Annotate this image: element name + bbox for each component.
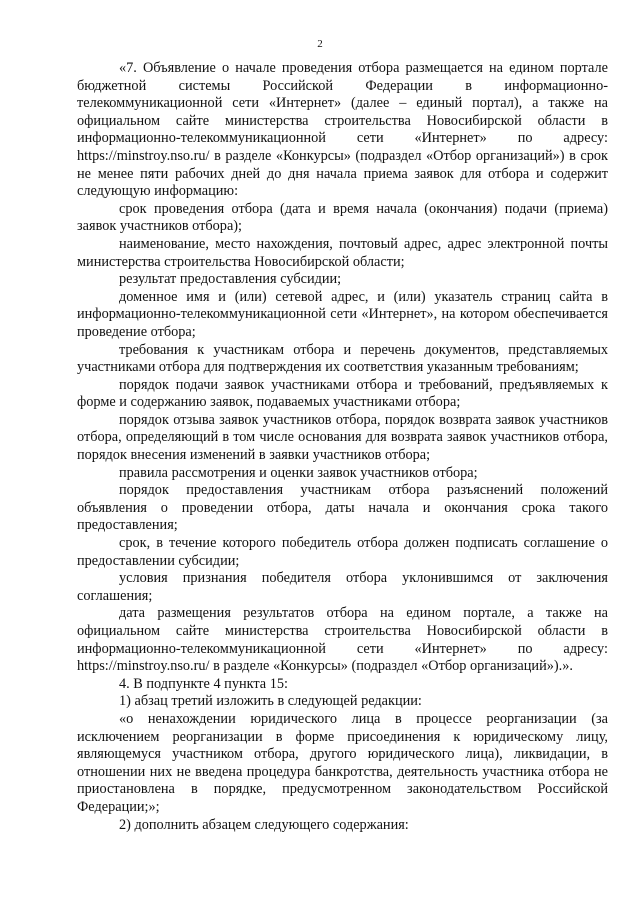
paragraph-ministry-address: наименование, место нахождения, почтовый адрес, адрес электронной почты министерства строительства Новосибирской области; [77,235,608,270]
paragraph-selection-period: срок проведения отбора (дата и время начала (окончания) подачи (приема) заявок участников отбора); [77,200,608,235]
paragraph-participant-requirements: требования к участникам отбора и перечень документов, представляемых участниками отбора для подтверждения их соответствия указанным требованиям; [77,341,608,376]
paragraph-item-4: 4. В подпункте 4 пункта 15: [119,675,288,692]
paragraph-clarification-procedure: порядок предоставления участникам отбора разъяснений положений объявления о проведении отбора, даты начала и окончания срока такого предоставления; [77,482,608,534]
paragraph-results-publication: дата размещения результатов отбора на едином портале, а также на официальном сайте министерства строительства Новосибирской области в информационно-телекоммуникационной сети «Интернет» по адресу: https://minstroy.nso.ru/ в разделе «Конкурсы» (подраздел «Отбор организаций»).». [77,605,608,675]
page-number: 2 [317,38,323,50]
paragraph-application-procedure: порядок подачи заявок участниками отбора и требований, предъявляемых к форме и содержанию заявок, подаваемых участниками отбора; [77,376,608,411]
paragraph-evasion-conditions: условия признания победителя отбора уклонившимся от заключения соглашения; [77,570,608,604]
paragraph-agreement-deadline: срок, в течение которого победитель отбора должен подписать соглашение о предоставлении субсидии; [77,535,608,569]
document-body [77,60,608,834]
paragraph-withdrawal-procedure: порядок отзыва заявок участников отбора, порядок возврата заявок участников отбора, определяющий в том числе основания для возврата заявок участников отбора, порядок внесения изменений в заявки участников отбора; [77,411,608,464]
paragraph-evaluation-rules: правила рассмотрения и оценки заявок участников отбора; [119,464,478,481]
paragraph-reorganization: «о ненахождении юридического лица в процессе реорганизации (за исключением реорганизации в форме присоединения к юридическому лицу, являющемуся участником отбора, другого юридического лица), ликвидации, в отношении них не введена процедура банкротства, деятельность участника отбора не приостановлена в порядке, предусмотренном законодательством Российской Федерации;»; [77,710,608,815]
paragraph-subsidy-result: результат предоставления субсидии; [119,271,342,288]
paragraph-domain-name: доменное имя и (или) сетевой адрес, и (или) указатель страниц сайта в информационно-телекоммуникационной сети «Интернет», на котором обеспечивается проведение отбора; [77,288,608,340]
paragraph-subitem-2: 2) дополнить абзацем следующего содержания: [119,816,409,833]
paragraph-announcement: «7. Объявление о начале проведения отбора размещается на едином портале бюджетной системы Российской Федерации в информационно-телекоммуникационной сети «Интернет» (далее – единый портал), а также на официальном сайте министерства строительства Новосибирской области в информационно-телекоммуникационной сети «Интернет» по адресу: https://minstroy.nso.ru/ в разделе «Конкурсы» (подраздел «Отбор организаций») в срок не менее пяти рабочих дней до дня начала приема заявок для отбора и содержит следующую информацию: [77,60,608,200]
paragraph-subitem-1: 1) абзац третий изложить в следующей редакции: [119,693,422,710]
